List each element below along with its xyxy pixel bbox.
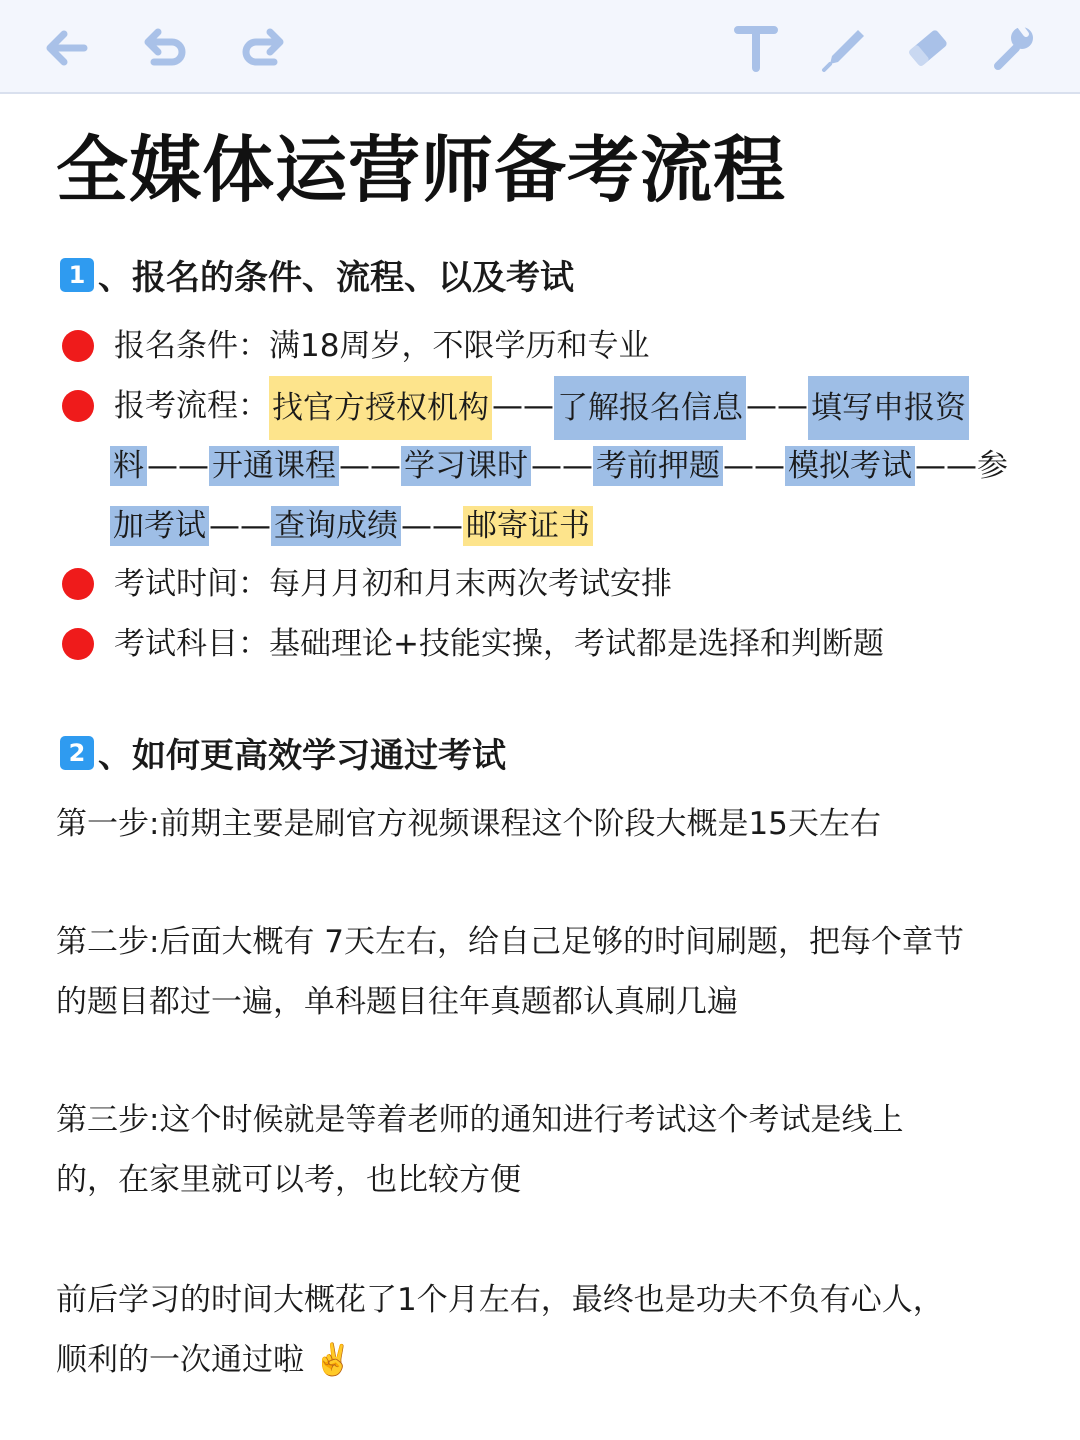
- step-1-text: 第一步:前期主要是刷官方视频课程这个阶段大概是15天左右: [56, 806, 881, 842]
- number-1-badge: 1: [60, 258, 94, 292]
- flow-separator: ——: [531, 448, 593, 484]
- flow-step-open-course: 开通课程: [209, 446, 339, 486]
- flow-separator: ——: [401, 508, 463, 544]
- step-3-line-2: 的，在家里就可以考，也比较方便: [56, 1162, 521, 1198]
- flow-separator: ——: [209, 508, 271, 544]
- red-dot-icon: [62, 330, 94, 362]
- bullet-label: 报名条件：: [114, 328, 269, 364]
- bullet-label: 考试时间：: [114, 566, 269, 602]
- flow-step-mail-certificate: 邮寄证书: [463, 506, 593, 546]
- flow-step-find-agency: 找官方授权机构: [269, 376, 492, 440]
- step-2-paragraph: [56, 912, 1036, 1032]
- bullet-label: 考试科目：: [114, 626, 269, 662]
- red-dot-icon: [62, 628, 94, 660]
- bullet-label: 报考流程：: [114, 388, 269, 424]
- flow-step-take-exam-start: 参: [977, 448, 1008, 484]
- eraser-icon[interactable]: [900, 20, 956, 76]
- flow-line-2: [110, 436, 1008, 496]
- bullet-registration-flow: [62, 376, 969, 440]
- number-2-badge: 2: [60, 736, 94, 770]
- bullet-text: 基础理论+技能实操，考试都是选择和判断题: [269, 626, 884, 662]
- step-3-line-1: 第三步:这个时候就是等着老师的通知进行考试这个考试是线上: [56, 1102, 904, 1138]
- flow-separator: ——: [723, 448, 785, 484]
- flow-step-learn-info: 了解报名信息: [554, 376, 746, 440]
- step-3-paragraph: [56, 1090, 1036, 1210]
- step-2-line-2: 的题目都过一遍，单科题目往年真题都认真刷几遍: [56, 984, 738, 1020]
- step-2-line-1: 第二步:后面大概有 7天左右，给自己足够的时间刷题，把每个章节: [56, 924, 965, 960]
- page-title: 全媒体运营师备考流程: [56, 128, 787, 212]
- summary-line-2-text: 顺利的一次通过啦: [56, 1342, 304, 1378]
- flow-line-3: [110, 496, 593, 556]
- bullet-registration-conditions: [62, 316, 649, 376]
- flow-step-take-exam: 加考试: [110, 506, 209, 546]
- pen-icon[interactable]: [816, 20, 872, 76]
- flow-step-check-score: 查询成绩: [271, 506, 401, 546]
- victory-hand-icon: ✌️: [313, 1342, 353, 1378]
- redo-icon[interactable]: [234, 20, 290, 76]
- step-1-paragraph: [56, 794, 1036, 854]
- flow-step-fill-form-cont: 料: [110, 446, 147, 486]
- red-dot-icon: [62, 568, 94, 600]
- summary-line-2: [56, 1330, 1036, 1390]
- flow-step-fill-form: 填写申报资: [808, 376, 969, 440]
- flow-step-study-hours: 学习课时: [401, 446, 531, 486]
- flow-step-mock-exam: 模拟考试: [785, 446, 915, 486]
- flow-separator: ——: [492, 388, 554, 424]
- flow-separator: ——: [915, 448, 977, 484]
- section-2-heading: [60, 728, 506, 777]
- section-1-heading: [60, 250, 574, 299]
- flow-step-pre-exam: 考前押题: [593, 446, 723, 486]
- summary-line-1: 前后学习的时间大概花了1个月左右，最终也是功夫不负有心人，: [56, 1282, 944, 1318]
- bullet-text: 每月月初和月末两次考试安排: [269, 566, 672, 602]
- red-dot-icon: [62, 390, 94, 422]
- summary-paragraph: [56, 1270, 1036, 1390]
- bullet-exam-subjects: [62, 614, 884, 674]
- section-1-heading-text: 、报名的条件、流程、以及考试: [98, 258, 574, 298]
- flow-separator: ——: [147, 448, 209, 484]
- undo-icon[interactable]: [138, 20, 194, 76]
- section-2-heading-text: 、如何更高效学习通过考试: [98, 736, 506, 776]
- text-icon[interactable]: [728, 20, 784, 76]
- flow-separator: ——: [746, 388, 808, 424]
- wrench-icon[interactable]: [984, 20, 1040, 76]
- toolbar: [0, 0, 1080, 94]
- bullet-exam-time: [62, 554, 672, 614]
- bullet-text: 满18周岁，不限学历和专业: [269, 328, 650, 364]
- flow-separator: ——: [339, 448, 401, 484]
- back-arrow-icon[interactable]: [38, 20, 94, 76]
